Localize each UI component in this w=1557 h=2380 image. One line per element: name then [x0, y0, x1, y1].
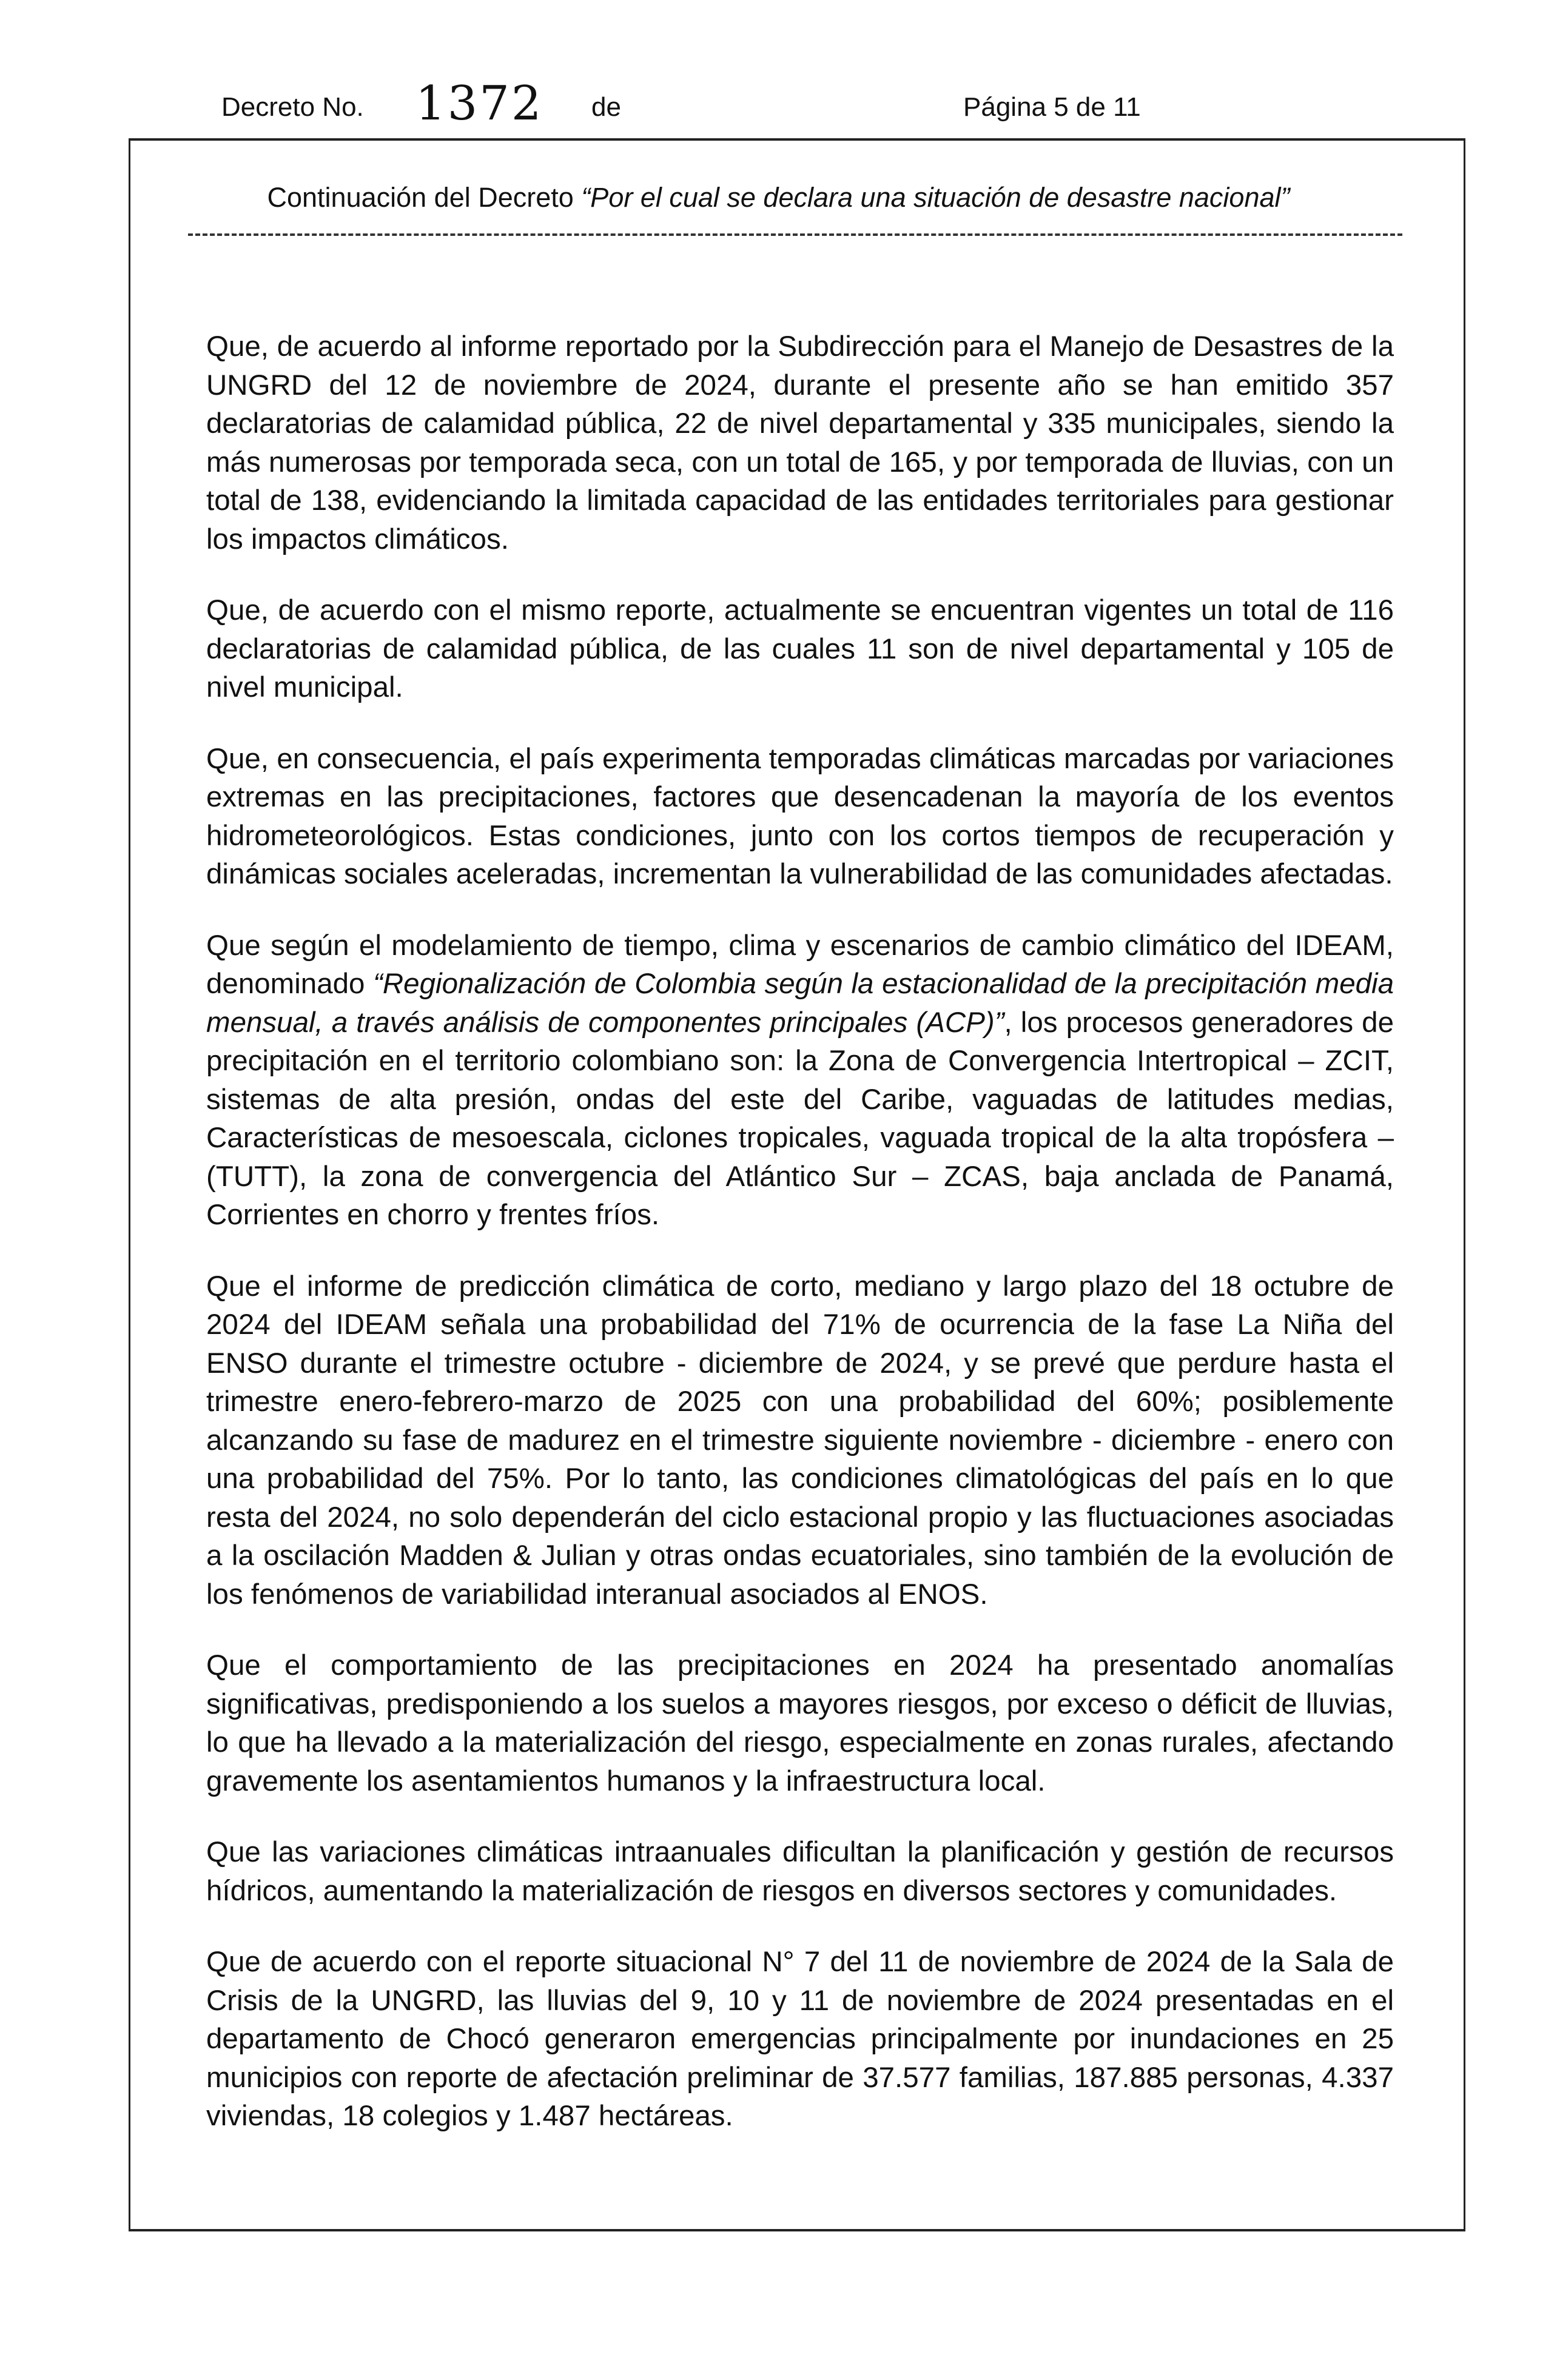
decree-number: 1372: [415, 76, 543, 131]
paragraph-6: Que el comportamiento de las precipitaciones en 2024 ha presentado anomalías significativas, predisponiendo a los suelos a mayores riesgos, por exceso o déficit de lluvias, lo que ha llevado a la materialización del riesgo, especialmente en zonas rurales, afectando gravemente los asentamientos humanos y la infraestructura local.: [206, 1649, 1394, 1797]
paragraph-1: Que, de acuerdo al informe reportado por la Subdirección para el Manejo de Desastres de la UNGRD del 12 de noviembre de 2024, durante el presente año se han emitido 357 declaratorias de calamidad pública, 22 de nivel departamental y 335 municipales, siendo la más numerosas por temporada seca, con un total de 165, y por temporada de lluvias, con un total de 138, evidenciando la limitada capacidad de las entidades territoriales para gestionar los impactos climáticos.: [206, 330, 1394, 555]
paragraph-7: Que las variaciones climáticas intraanuales dificultan la planificación y gestión de recursos hídricos, aumentando la materialización de riesgos en diversos sectores y comunidades.: [206, 1836, 1394, 1907]
continuation-line: [0, 182, 1557, 213]
document-body: [206, 327, 1394, 2168]
page-number: Página 5 de 11: [963, 92, 1141, 122]
decree-label: Decreto No.: [221, 92, 364, 122]
paragraph-4: [206, 927, 1394, 1235]
paragraph-4-italic-title: “Regionalización de Colombia según la estacionalidad de la precipitación media mensual, a través análisis de componentes principales (ACP)”: [206, 968, 1394, 1039]
continuation-title: “Por el cual se declara una situación de desastre nacional”: [581, 182, 1290, 213]
paragraph-5: Que el informe de predicción climática de corto, mediano y largo plazo del 18 octubre de 2024 del IDEAM señala una probabilidad del 71% de ocurrencia de la fase La Niña del ENSO durante el trimestre octubre - diciembre de 2024, y se prevé que perdure hasta el trimestre enero-febrero-marzo de 2025 con una probabilidad del 60%; posiblemente alcanzando su fase de madurez en el trimestre siguiente noviembre - diciembre - enero con una probabilidad del 75%. Por lo tanto, las condiciones climatológicas del país en lo que resta del 2024, no solo dependerán del ciclo estacional propio y las fluctuaciones asociadas a la oscilación Madden & Julian y otras ondas ecuatoriales, sino también de la evolución de los fenómenos de variabilidad interanual asociados al ENOS.: [206, 1270, 1394, 1611]
paragraph-2: Que, de acuerdo con el mismo reporte, actualmente se encuentran vigentes un total de 116 declaratorias de calamidad pública, de las cuales 11 son de nivel departamental y 105 de nivel municipal.: [206, 594, 1394, 703]
paragraph-4-before: Que según el modelamiento de tiempo, clima y escenarios de cambio climático del IDEAM, denominado: [206, 929, 1394, 1000]
paragraph-8: Que de acuerdo con el reporte situacional N° 7 del 11 de noviembre de 2024 de la Sala de Crisis de la UNGRD, las lluvias del 9, 10 y 11 de noviembre de 2024 presentadas en el departamento de Chocó generaron emergencias principalmente por inundaciones en 25 municipios con reporte de afectación preliminar de 37.577 familias, 187.885 personas, 4.337 viviendas, 18 colegios y 1.487 hectáreas.: [206, 1946, 1394, 2132]
paragraph-4-after: , los procesos generadores de precipitación en el territorio colombiano son: la Zona de Convergencia Intertropical – ZCIT, sistemas de alta presión, ondas del este del Caribe, vaguadas de latitudes medias, Características de mesoescala, ciclones tropicales, vaguada tropical de la alta tropósfera – (TUTT), la zona de convergencia del Atlántico Sur – ZCAS, baja anclada de Panamá, Corrientes en chorro y frentes fríos.: [206, 1006, 1394, 1231]
page-header: [0, 73, 1557, 133]
frame-bottom-border: [129, 2229, 1465, 2231]
dashed-divider: [188, 233, 1402, 236]
paragraph-3: Que, en consecuencia, el país experimenta temporadas climáticas marcadas por variaciones extremas en las precipitaciones, factores que desencadenan la mayoría de los eventos hidrometeorológicos. Estas condiciones, junto con los cortos tiempos de recuperación y dinámicas sociales aceleradas, incrementan la vulnerabilidad de las comunidades afectadas.: [206, 742, 1394, 890]
continuation-prefix: Continuación del Decreto: [267, 182, 582, 213]
de-label: de: [591, 92, 621, 122]
